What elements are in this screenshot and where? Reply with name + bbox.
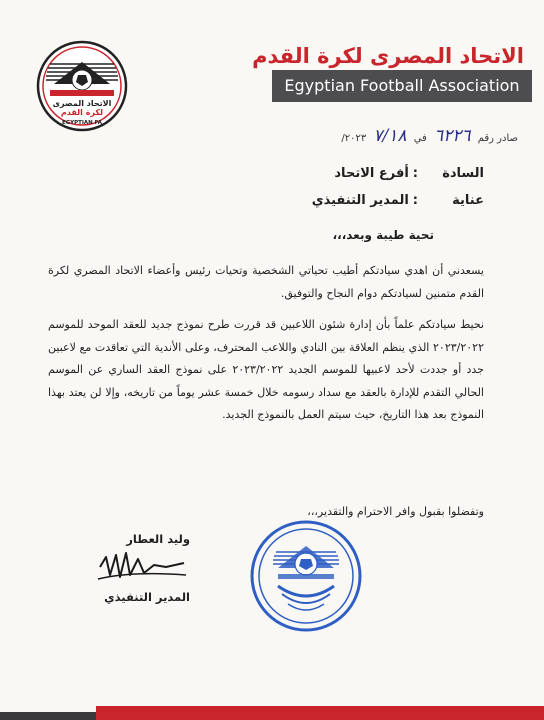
footer-dark-strip — [0, 712, 96, 720]
logo-text-ar-2: لكرة القدم — [60, 108, 104, 117]
logo-text-en: EGYPTIAN FA — [61, 120, 103, 126]
date-year: ٢٠٢٣/ — [341, 133, 367, 144]
address-to — [284, 166, 484, 181]
greeting: تحية طيبة وبعد،،، — [332, 228, 434, 242]
date-prefix: في — [413, 133, 427, 144]
org-name-ar: الاتحاد المصرى لكرة القدم — [252, 44, 524, 68]
efa-logo-icon — [36, 40, 128, 132]
attention-value: المدير التنفيذي — [311, 193, 409, 208]
date-day-month: ٧/١٨ — [373, 126, 407, 146]
body-paragraph-1: يسعدني أن اهدي سيادتكم أطيب تحياتي الشخصية وتحيات رئيس وأعضاء الاتحاد المصري لكرة القدم متمنين لسيادتكم دوام النجاح والتوفيق. — [48, 264, 484, 300]
reference-line — [258, 126, 518, 152]
address-attention — [284, 193, 484, 208]
body-paragraph-2: نحيط سيادتكم علماً بأن إدارة شئون اللاعبين قد قررت طرح نموذج جديد للعقد الموحد للموسم ٢٠٢٣/٢٠٢٢ الذي ينظم العلاقة بين النادي واللاعب المحترف، وعلى الأندية التي تعاقدت مع لاعبين جدد أو جددت لأحد لاعبيها للموسم الجديد ٢٠٢٣/٢٠٢٢ على نموذج العقد الساري عن الموسم الحالي التقدم للإدارة بالعقد مع سداد رسومه خلال خمسة عشر يوماً من تاريخه، وإلا لن يعتد بهذا النموذج بعد هذا التاريخ، حيث سيتم العمل بالنموذج الجديد. — [48, 318, 484, 421]
closing-line: وتفضلوا بقبول وافر الاحترام والتقدير،،، — [307, 505, 484, 518]
reference-number: ٦٢٢٦ — [434, 126, 471, 146]
to-value: أفرع الاتحاد — [334, 166, 409, 181]
signatory-title: المدير التنفيذي — [104, 590, 190, 604]
to-colon: : — [412, 166, 418, 181]
official-stamp-icon — [248, 518, 364, 634]
attention-label: عناية — [452, 193, 484, 208]
to-label: السادة — [442, 166, 484, 181]
logo-text-ar-1: الاتحاد المصرى — [52, 99, 112, 108]
signatory-name: وليد العطار — [126, 532, 190, 546]
handwritten-signature-icon — [92, 545, 192, 595]
attention-colon: : — [412, 193, 418, 208]
org-name-en: Egyptian Football Association — [272, 70, 532, 102]
issued-label: صادر رقم — [477, 133, 518, 144]
footer-red-strip — [96, 706, 544, 720]
